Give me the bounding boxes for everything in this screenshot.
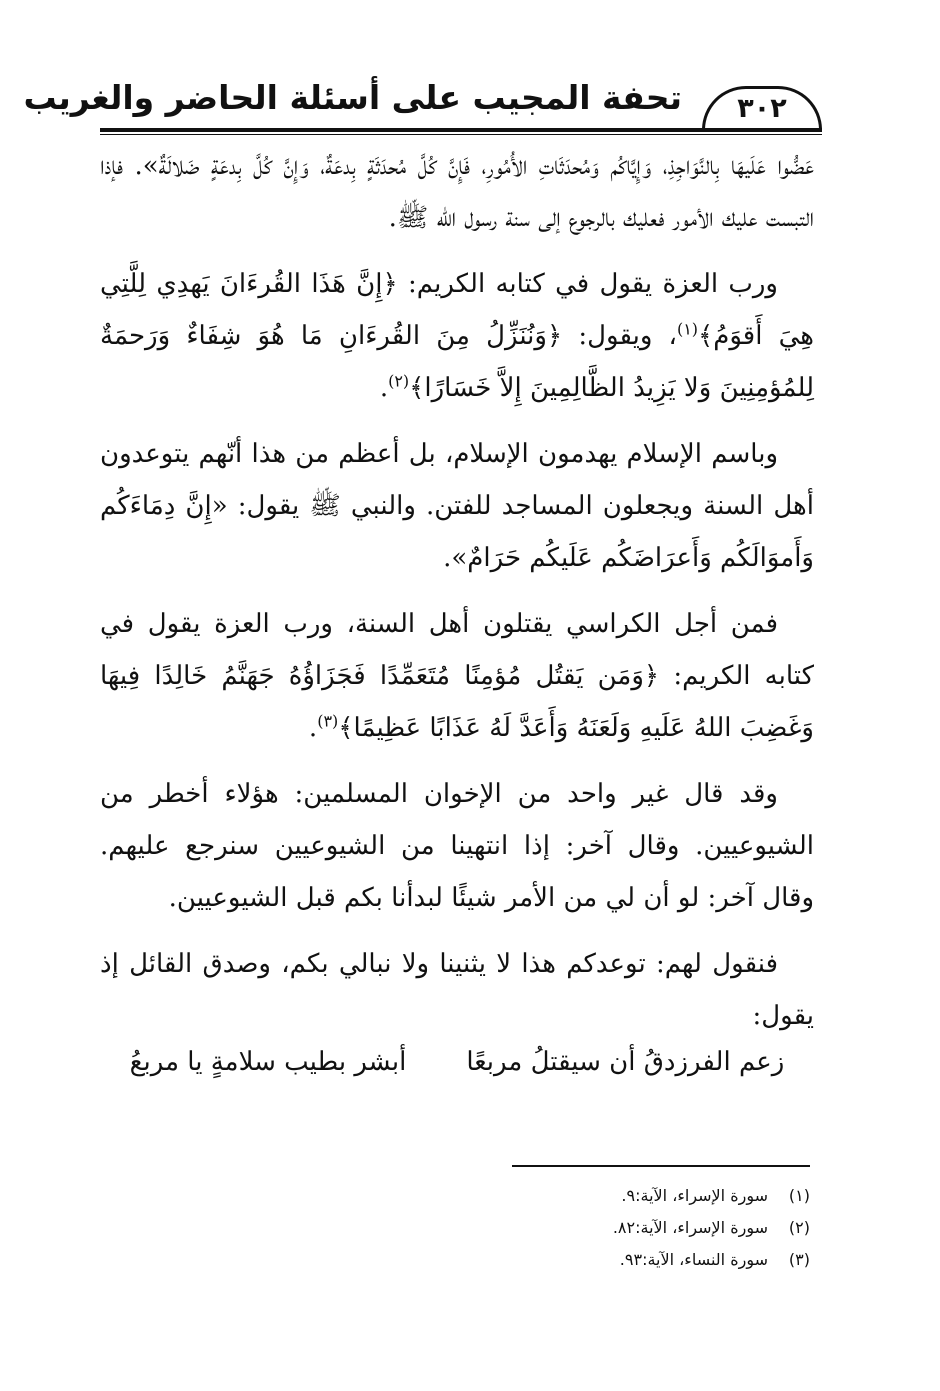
paragraph-text: . — [379, 373, 389, 403]
poem-verse — [100, 1036, 814, 1088]
footnote-item — [380, 1212, 810, 1244]
paragraph-5 — [100, 768, 814, 924]
paragraph-6 — [100, 938, 814, 1042]
footnote-item — [380, 1244, 810, 1276]
paragraph-3 — [100, 428, 814, 584]
paragraph-text: فمن أجل الكراسي يقتلون أهل السنة، ورب العزة يقول في كتابه الكريم: ﴿وَمَن يَقتُل مُؤمِنًا مُتَعَمِّدًا فَجَزَاؤُهُ جَهَنَّمُ خَالِدًا فِيهَا وَغَضِبَ اللهُ عَلَيهِ وَلَعَنَهُ وَأَعَدَّ لَهُ عَذَابًا عَظِيمًا﴾ — [100, 609, 814, 743]
main-text — [100, 140, 814, 1056]
footnote-divider — [512, 1165, 810, 1167]
paragraph-text: ورب العزة يقول في كتابه الكريم: ﴿إِنَّ هَذَا القُرءَانَ يَهدِي لِلَّتِي هِيَ أَقوَمُ﴾ — [100, 269, 815, 351]
footnote-number: (٣) — [788, 1250, 810, 1269]
page-header — [23, 70, 822, 130]
paragraph-1 — [100, 140, 814, 244]
paragraph-text: عَضُّوا عَلَيهَا بِالنَّوَاجِذِ، وَإِيَّاكُم وَمُحدَثَاتِ الأُمُورِ، فَإِنَّ كُلَّ مُحدَثَةٍ بِدعَةٌ، وَإِنَّ كُلَّ بِدعَةٍ ضَلالَةٌ». فإذا التبست عليك الأمور فعليك بالرجوع إلى سنة رسول الله ﷺ. — [100, 151, 814, 233]
footnote-item — [380, 1180, 810, 1212]
footnote-ref-2[interactable]: (٢) — [388, 371, 410, 391]
footnotes — [380, 1180, 810, 1276]
footnote-text: سورة النساء، الآية:٩٣. — [619, 1250, 768, 1269]
footnote-ref-1[interactable]: (١) — [676, 319, 699, 339]
footnote-number: (١) — [788, 1186, 810, 1205]
paragraph-text: ، ويقول: ﴿وَنُنَزِّلُ مِنَ القُرءَانِ مَا هُوَ شِفَاءٌ وَرَحمَةٌ لِلمُؤمِنِينَ وَلا يَزِيدُ الظَّالِمِينَ إِلاَّ خَسَارًا﴾ — [100, 321, 814, 403]
poem-first-hemistich: زعم الفرزدقُ أن سيقتلُ مربعًا — [466, 1047, 785, 1077]
header-divider — [100, 128, 822, 135]
paragraph-text: وباسم الإسلام يهدمون الإسلام، بل أعظم من هذا أنّهم يتوعدون أهل السنة ويجعلون المساجد للفتن. والنبي ﷺ يقول: «إِنَّ دِمَاءَكُم وَأَموَالَكُم وَأَعرَاضَكُم عَلَيكُم حَرَامٌ». — [100, 439, 814, 573]
footnote-text: سورة الإسراء، الآية:٨٢. — [612, 1218, 768, 1237]
paragraph-2 — [100, 258, 814, 414]
footnote-text: سورة الإسراء، الآية:٩. — [621, 1186, 768, 1205]
page-number: ٣٠٢ — [702, 86, 822, 130]
book-title: تحفة المجيب على أسئلة الحاضر والغريب — [23, 78, 682, 117]
paragraph-text: . — [308, 713, 318, 743]
footnote-number: (٢) — [788, 1218, 810, 1237]
paragraph-text: فنقول لهم: توعدكم هذا لا يثنينا ولا نبالي بكم، وصدق القائل إذ يقول: — [100, 949, 814, 1031]
footnote-ref-3[interactable]: (٣) — [317, 711, 339, 731]
paragraph-4 — [100, 598, 814, 754]
poem-second-hemistich: أبشر بطيب سلامةٍ يا مربعُ — [129, 1047, 407, 1077]
paragraph-text: وقد قال غير واحد من الإخوان المسلمين: هؤلاء أخطر من الشيوعيين. وقال آخر: إذا انتهينا من الشيوعيين سنرجع عليهم. وقال آخر: لو أن لي من الأمر شيئًا لبدأنا بكم قبل الشيوعيين. — [100, 779, 814, 913]
